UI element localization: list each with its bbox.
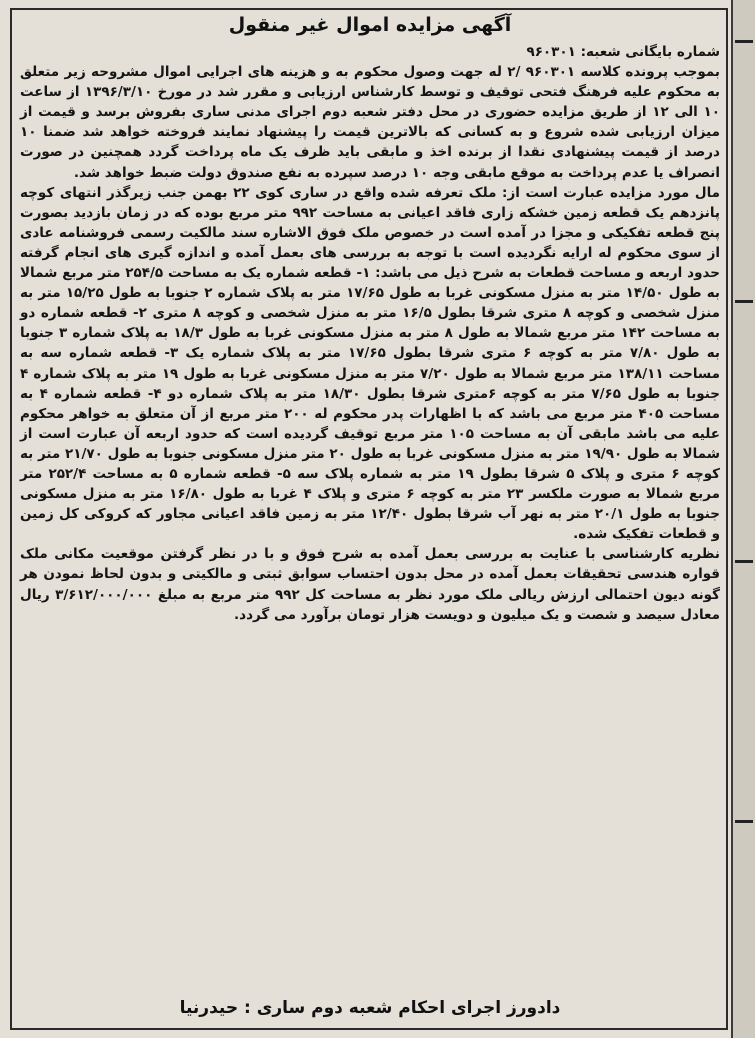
signature-line: دادورز اجرای احکام شعبه دوم ساری : حیدرنیا bbox=[179, 998, 561, 1018]
adjacent-column-edge bbox=[731, 0, 755, 1038]
property-description-paragraph: مال مورد مزایده عبارت است از: ملک تعرفه شده واقع در ساری کوی ۲۲ بهمن جنب زیرگذر انتهای کوچه پانزدهم یک قطعه زمین خشکه زاری فاقد اعیانی به مساحت ۹۹۲ متر مربع بوده که در زمان بازدید بصورت پنج قطعه تفکیکی و مجزا در آمده است در خصوص ملک فوق الاشاره سند مالکیت رسمی فروشنامه عادی از سوی محکوم له ارایه نگردیده است با توجه به بررسی های بعمل آمده و اندازه گیری های انجام گرفته حدود اربعه و مساحت قطعات به شرح ذیل می باشد: ۱- قطعه شماره یک به مساحت ۲۵۴/۵ متر مربع شمالا به طول ۱۴/۵۰ متر به منزل مسکونی غربا به طول ۱۷/۶۵ متر به پلاک شماره ۲ جنوبا به طول ۱۵/۲۵ متر به منزل شخصی و کوچه ۸ متری شرقا بطول ۱۶/۵ متر به منزل شخصی و کوچه ۸ متری ۲- قطعه شماره دو به مساحت ۱۴۲ متر مربع شمالا به طول ۸ متر به منزل مسکونی غربا به طول ۱۸/۳ به پلاک شماره ۳ جنوبا به طول ۷/۸۰ متر به کوچه ۶ متری شرقا بطول ۱۷/۶۵ متر به پلاک شماره یک ۳- قطعه شماره سه به مساحت ۱۳۸/۱۱ متر مربع شمالا به طول ۷/۲۰ متر به منزل مسکونی غربا به طول ۱۹ متر به پلاک شماره ۴ جنوبا به طول ۷/۶۵ متر به کوچه ۶متری شرقا بطول ۱۸/۳۰ متر به پلاک شماره دو ۴- قطعه شماره ۴ به مساحت ۴۰۵ متر مربع می باشد که با اظهارات پدر محکوم له ۲۰۰ متر مربع از آن متعلق به خواهر محکوم علیه می باشد مابقی آن به مساحت ۱۰۵ متر مربع توقیف گردیده است که حدود اربعه آن عبارت است از شمالا به طول ۱۹/۹۰ متر به منزل مسکونی غربا به طول ۲۰ متر منزل مسکونی جنوبا به طول ۲۱/۷۰ متر به کوچه ۶ متری و پلاک ۵ شرقا بطول ۱۹ متر به شماره پلاک سه ۵- قطعه شماره ۵ به مساحت ۲۵۲/۴ متر مربع شمالا به صورت ملکسر ۲۳ متر به کوچه ۶ متری و پلاک ۴ غربا به طول ۱۶/۸۰ متر به منزل مسکونی جنوبا به طول ۲۰/۱ متر به نهر آب شرقا بطول ۱۲/۴۰ متر به زمین فاقد اعیانی مجاور که کروکی کل زمین و قطعات تفکیک شده. bbox=[20, 184, 721, 543]
ad-body bbox=[20, 42, 720, 625]
auction-terms-paragraph: بموجب پرونده کلاسه ۹۶۰۳۰۱ /۲ له جهت وصول محکوم به و هزینه های اجرایی اموال مشروحه زیر متعلق به محکوم علیه فرهنگ فتحی توقیف و توسط کارشناس ارزیابی و مقرر شد در مورخ ۱۳۹۶/۳/۱۰ از ساعت ۱۰ الی ۱۲ از طریق مزایده حضوری در محل دفتر شعبه دوم اجرای مدنی ساری بفروش برسد و قیمت از میزان ارزیابی شده شروع و به کسانی که بالاترین قیمت را پیشنهاد نمایند فروخته خواهد شد ضمنا ۱۰ درصد از قیمت پیشنهادی نقدا از برنده اخذ و مابقی باید ظرف یک ماه پرداخت گردد همچنین در صورت انصراف یا عدم پرداخت به موقع مابقی وجه ۱۰ درصد سپرده به نفع صندوق دولت ضبط خواهد شد. bbox=[20, 64, 720, 181]
archive-number: شماره بایگانی شعبه: ۹۶۰۳۰۱ bbox=[526, 44, 720, 60]
ad-title: آگهی مزایده اموال غیر منقول bbox=[228, 14, 512, 36]
appraisal-paragraph: نظریه کارشناسی با عنایت به بررسی بعمل آمده به شرح فوق و با در نظر گرفتن موقعیت مکانی ملک قواره هندسی تحقیقات بعمل آمده در محل بدون احتساب سوابق ثبتی و مالکیتی و بدون لحاظ نمودن هر گونه دیون احتمالی ارزش ریالی ملک مورد نظر به مساحت کل ۹۹۲ متر مربع به مبلغ ۳/۶۱۲/۰۰۰/۰۰۰ ریال معادل سیصد و شصت و یک میلیون و دویست هزار تومان برآورد می گردد. bbox=[20, 546, 720, 623]
